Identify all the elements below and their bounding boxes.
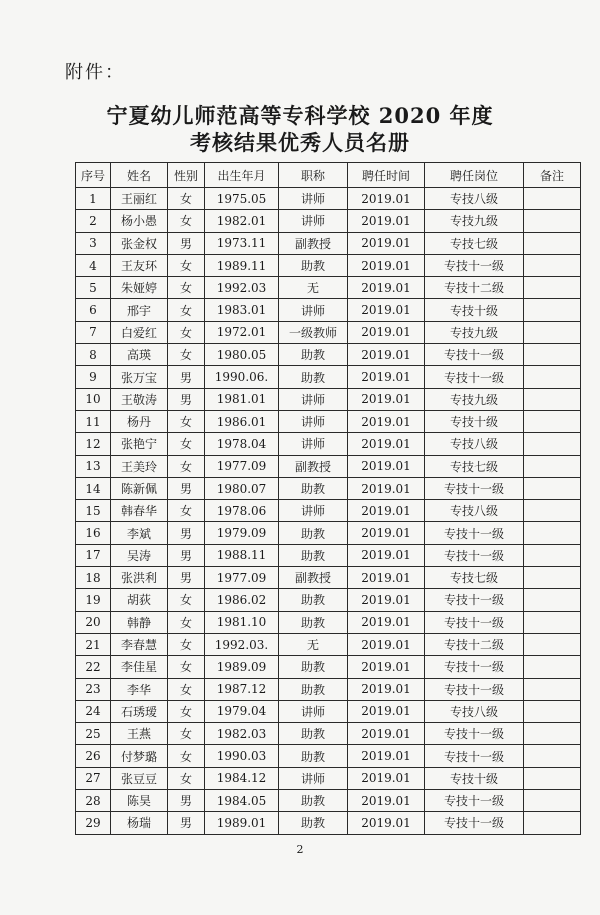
cell-remark	[524, 678, 581, 700]
cell-name: 杨丹	[111, 410, 168, 432]
cell-name: 胡荻	[111, 589, 168, 611]
cell-gender: 男	[168, 366, 205, 388]
column-header-no: 序号	[76, 163, 111, 188]
cell-title: 讲师	[279, 210, 348, 232]
cell-position: 专技十一级	[425, 611, 524, 633]
cell-remark	[524, 254, 581, 276]
cell-remark	[524, 277, 581, 299]
cell-position: 专技八级	[425, 433, 524, 455]
cell-birth: 1983.01	[205, 299, 279, 321]
cell-no: 8	[76, 344, 111, 366]
cell-name: 韩春华	[111, 500, 168, 522]
cell-birth: 1973.11	[205, 232, 279, 254]
cell-name: 吴涛	[111, 544, 168, 566]
cell-hire-date: 2019.01	[348, 544, 425, 566]
cell-birth: 1988.11	[205, 544, 279, 566]
table-row	[76, 500, 581, 522]
cell-no: 23	[76, 678, 111, 700]
table-row	[76, 522, 581, 544]
document-title: 宁夏幼儿师范高等专科学校 2020 年度	[106, 103, 494, 128]
cell-position: 专技十一级	[425, 544, 524, 566]
cell-no: 6	[76, 299, 111, 321]
cell-name: 陈新佩	[111, 477, 168, 499]
cell-hire-date: 2019.01	[348, 500, 425, 522]
cell-no: 1	[76, 188, 111, 210]
cell-name: 王美玲	[111, 455, 168, 477]
cell-title: 一级教师	[279, 321, 348, 343]
cell-no: 5	[76, 277, 111, 299]
cell-hire-date: 2019.01	[348, 366, 425, 388]
cell-title: 助教	[279, 790, 348, 812]
cell-no: 9	[76, 366, 111, 388]
cell-name: 张万宝	[111, 366, 168, 388]
cell-gender: 女	[168, 254, 205, 276]
cell-position: 专技十级	[425, 410, 524, 432]
cell-title: 助教	[279, 477, 348, 499]
cell-no: 19	[76, 589, 111, 611]
cell-gender: 女	[168, 410, 205, 432]
table-row	[76, 210, 581, 232]
table-row	[76, 767, 581, 789]
table-row	[76, 700, 581, 722]
cell-birth: 1990.03	[205, 745, 279, 767]
cell-birth: 1982.01	[205, 210, 279, 232]
cell-title: 助教	[279, 723, 348, 745]
cell-gender: 女	[168, 767, 205, 789]
cell-no: 3	[76, 232, 111, 254]
cell-position: 专技九级	[425, 321, 524, 343]
cell-birth: 1987.12	[205, 678, 279, 700]
column-header-gender: 性别	[168, 163, 205, 188]
cell-position: 专技十二级	[425, 277, 524, 299]
table-row	[76, 812, 581, 834]
cell-no: 27	[76, 767, 111, 789]
cell-remark	[524, 700, 581, 722]
cell-gender: 女	[168, 433, 205, 455]
cell-no: 2	[76, 210, 111, 232]
cell-gender: 男	[168, 388, 205, 410]
cell-name: 邢宇	[111, 299, 168, 321]
cell-title: 副教授	[279, 232, 348, 254]
cell-position: 专技十一级	[425, 678, 524, 700]
cell-position: 专技十级	[425, 767, 524, 789]
cell-position: 专技八级	[425, 700, 524, 722]
table-row	[76, 656, 581, 678]
table-row	[76, 723, 581, 745]
table-row	[76, 611, 581, 633]
table-row	[76, 321, 581, 343]
cell-name: 李华	[111, 678, 168, 700]
cell-no: 26	[76, 745, 111, 767]
table-row	[76, 344, 581, 366]
cell-title: 助教	[279, 344, 348, 366]
cell-name: 白爱红	[111, 321, 168, 343]
cell-birth: 1979.04	[205, 700, 279, 722]
cell-remark	[524, 812, 581, 834]
cell-name: 杨小愚	[111, 210, 168, 232]
cell-remark	[524, 790, 581, 812]
cell-gender: 女	[168, 723, 205, 745]
cell-gender: 女	[168, 299, 205, 321]
cell-remark	[524, 656, 581, 678]
table-row	[76, 589, 581, 611]
cell-hire-date: 2019.01	[348, 522, 425, 544]
cell-birth: 1978.06	[205, 500, 279, 522]
cell-no: 29	[76, 812, 111, 834]
cell-birth: 1975.05	[205, 188, 279, 210]
cell-position: 专技十一级	[425, 656, 524, 678]
cell-gender: 女	[168, 210, 205, 232]
cell-name: 朱娅婷	[111, 277, 168, 299]
cell-hire-date: 2019.01	[348, 277, 425, 299]
cell-no: 24	[76, 700, 111, 722]
cell-birth: 1982.03	[205, 723, 279, 745]
cell-name: 付梦璐	[111, 745, 168, 767]
cell-name: 张艳宁	[111, 433, 168, 455]
cell-birth: 1977.09	[205, 455, 279, 477]
table-row	[76, 232, 581, 254]
cell-remark	[524, 633, 581, 655]
cell-name: 王丽红	[111, 188, 168, 210]
cell-no: 17	[76, 544, 111, 566]
cell-title: 无	[279, 277, 348, 299]
cell-position: 专技十一级	[425, 589, 524, 611]
table-row	[76, 433, 581, 455]
cell-gender: 女	[168, 277, 205, 299]
cell-gender: 女	[168, 745, 205, 767]
cell-title: 助教	[279, 522, 348, 544]
cell-gender: 男	[168, 522, 205, 544]
cell-hire-date: 2019.01	[348, 767, 425, 789]
cell-title: 助教	[279, 678, 348, 700]
table-row	[76, 388, 581, 410]
cell-position: 专技九级	[425, 388, 524, 410]
cell-remark	[524, 544, 581, 566]
cell-gender: 女	[168, 500, 205, 522]
cell-birth: 1989.11	[205, 254, 279, 276]
cell-hire-date: 2019.01	[348, 700, 425, 722]
cell-gender: 女	[168, 321, 205, 343]
cell-hire-date: 2019.01	[348, 321, 425, 343]
cell-name: 李春慧	[111, 633, 168, 655]
cell-gender: 女	[168, 611, 205, 633]
table-row	[76, 477, 581, 499]
cell-title: 助教	[279, 745, 348, 767]
cell-hire-date: 2019.01	[348, 299, 425, 321]
cell-birth: 1992.03.	[205, 633, 279, 655]
column-header-birth: 出生年月	[205, 163, 279, 188]
cell-birth: 1977.09	[205, 567, 279, 589]
table-row	[76, 745, 581, 767]
cell-position: 专技七级	[425, 455, 524, 477]
cell-birth: 1992.03	[205, 277, 279, 299]
cell-no: 13	[76, 455, 111, 477]
cell-position: 专技七级	[425, 232, 524, 254]
cell-gender: 女	[168, 344, 205, 366]
cell-birth: 1979.09	[205, 522, 279, 544]
cell-hire-date: 2019.01	[348, 611, 425, 633]
cell-gender: 男	[168, 232, 205, 254]
cell-remark	[524, 232, 581, 254]
cell-birth: 1981.10	[205, 611, 279, 633]
column-header-name: 姓名	[111, 163, 168, 188]
cell-title: 讲师	[279, 388, 348, 410]
cell-hire-date: 2019.01	[348, 678, 425, 700]
cell-position: 专技十一级	[425, 790, 524, 812]
table-header-row	[76, 163, 581, 188]
cell-name: 石琇瑷	[111, 700, 168, 722]
cell-remark	[524, 745, 581, 767]
cell-name: 张金权	[111, 232, 168, 254]
page-number: 2	[296, 843, 304, 856]
cell-gender: 女	[168, 656, 205, 678]
cell-no: 16	[76, 522, 111, 544]
cell-no: 12	[76, 433, 111, 455]
cell-name: 韩静	[111, 611, 168, 633]
cell-hire-date: 2019.01	[348, 723, 425, 745]
table-row	[76, 188, 581, 210]
table-row	[76, 678, 581, 700]
cell-remark	[524, 321, 581, 343]
cell-remark	[524, 567, 581, 589]
cell-title: 讲师	[279, 700, 348, 722]
cell-gender: 男	[168, 567, 205, 589]
cell-name: 高瑛	[111, 344, 168, 366]
cell-title: 讲师	[279, 188, 348, 210]
cell-birth: 1980.05	[205, 344, 279, 366]
cell-birth: 1981.01	[205, 388, 279, 410]
cell-remark	[524, 611, 581, 633]
cell-no: 21	[76, 633, 111, 655]
table-row	[76, 299, 581, 321]
roster-table	[75, 162, 581, 835]
table-row	[76, 277, 581, 299]
cell-gender: 女	[168, 633, 205, 655]
cell-title: 讲师	[279, 410, 348, 432]
cell-position: 专技十一级	[425, 723, 524, 745]
cell-title: 助教	[279, 611, 348, 633]
cell-hire-date: 2019.01	[348, 344, 425, 366]
cell-title: 副教授	[279, 455, 348, 477]
cell-remark	[524, 477, 581, 499]
cell-title: 讲师	[279, 299, 348, 321]
cell-remark	[524, 767, 581, 789]
cell-no: 25	[76, 723, 111, 745]
cell-hire-date: 2019.01	[348, 790, 425, 812]
table-body	[76, 188, 581, 835]
cell-remark	[524, 522, 581, 544]
cell-position: 专技十一级	[425, 745, 524, 767]
cell-hire-date: 2019.01	[348, 633, 425, 655]
cell-gender: 女	[168, 589, 205, 611]
cell-hire-date: 2019.01	[348, 388, 425, 410]
cell-title: 副教授	[279, 567, 348, 589]
cell-title: 助教	[279, 544, 348, 566]
cell-remark	[524, 723, 581, 745]
cell-position: 专技十二级	[425, 633, 524, 655]
cell-position: 专技十级	[425, 299, 524, 321]
cell-remark	[524, 344, 581, 366]
cell-title: 讲师	[279, 433, 348, 455]
cell-no: 11	[76, 410, 111, 432]
cell-no: 20	[76, 611, 111, 633]
cell-name: 王敬涛	[111, 388, 168, 410]
cell-title: 讲师	[279, 767, 348, 789]
cell-name: 陈昊	[111, 790, 168, 812]
cell-title: 助教	[279, 589, 348, 611]
cell-name: 张豆豆	[111, 767, 168, 789]
cell-gender: 女	[168, 700, 205, 722]
cell-hire-date: 2019.01	[348, 254, 425, 276]
column-header-position: 聘任岗位	[425, 163, 524, 188]
cell-position: 专技十一级	[425, 254, 524, 276]
cell-gender: 男	[168, 790, 205, 812]
cell-hire-date: 2019.01	[348, 812, 425, 834]
table-row	[76, 254, 581, 276]
cell-position: 专技十一级	[425, 366, 524, 388]
cell-no: 22	[76, 656, 111, 678]
cell-name: 李佳星	[111, 656, 168, 678]
cell-birth: 1989.09	[205, 656, 279, 678]
cell-gender: 女	[168, 188, 205, 210]
column-header-title: 职称	[279, 163, 348, 188]
cell-name: 王燕	[111, 723, 168, 745]
cell-name: 杨瑞	[111, 812, 168, 834]
cell-gender: 男	[168, 544, 205, 566]
cell-remark	[524, 433, 581, 455]
cell-remark	[524, 299, 581, 321]
table-row	[76, 544, 581, 566]
cell-remark	[524, 388, 581, 410]
cell-hire-date: 2019.01	[348, 210, 425, 232]
cell-position: 专技八级	[425, 188, 524, 210]
cell-position: 专技九级	[425, 210, 524, 232]
cell-remark	[524, 188, 581, 210]
cell-no: 15	[76, 500, 111, 522]
cell-position: 专技十一级	[425, 522, 524, 544]
cell-gender: 男	[168, 477, 205, 499]
cell-title: 讲师	[279, 500, 348, 522]
cell-remark	[524, 455, 581, 477]
cell-remark	[524, 500, 581, 522]
cell-gender: 女	[168, 678, 205, 700]
cell-hire-date: 2019.01	[348, 477, 425, 499]
table-row	[76, 633, 581, 655]
cell-title: 助教	[279, 656, 348, 678]
column-header-hire-date: 聘任时间	[348, 163, 425, 188]
column-header-remark: 备注	[524, 163, 581, 188]
cell-remark	[524, 410, 581, 432]
cell-remark	[524, 210, 581, 232]
cell-birth: 1984.05	[205, 790, 279, 812]
cell-position: 专技十一级	[425, 477, 524, 499]
cell-title: 助教	[279, 254, 348, 276]
cell-birth: 1984.12	[205, 767, 279, 789]
attachment-label: 附件：	[65, 62, 125, 83]
cell-gender: 女	[168, 455, 205, 477]
cell-no: 4	[76, 254, 111, 276]
cell-hire-date: 2019.01	[348, 455, 425, 477]
cell-hire-date: 2019.01	[348, 410, 425, 432]
cell-name: 李斌	[111, 522, 168, 544]
cell-position: 专技七级	[425, 567, 524, 589]
cell-remark	[524, 366, 581, 388]
cell-title: 无	[279, 633, 348, 655]
cell-no: 18	[76, 567, 111, 589]
cell-no: 7	[76, 321, 111, 343]
cell-hire-date: 2019.01	[348, 656, 425, 678]
cell-hire-date: 2019.01	[348, 232, 425, 254]
cell-hire-date: 2019.01	[348, 589, 425, 611]
table-row	[76, 790, 581, 812]
cell-birth: 1989.01	[205, 812, 279, 834]
cell-name: 王友环	[111, 254, 168, 276]
cell-title: 助教	[279, 812, 348, 834]
cell-name: 张洪利	[111, 567, 168, 589]
cell-position: 专技十一级	[425, 812, 524, 834]
cell-hire-date: 2019.01	[348, 567, 425, 589]
cell-no: 10	[76, 388, 111, 410]
table-row	[76, 455, 581, 477]
cell-birth: 1986.02	[205, 589, 279, 611]
table-row	[76, 366, 581, 388]
cell-no: 28	[76, 790, 111, 812]
cell-birth: 1980.07	[205, 477, 279, 499]
document-subtitle: 考核结果优秀人员名册	[190, 130, 410, 155]
cell-birth: 1986.01	[205, 410, 279, 432]
cell-gender: 男	[168, 812, 205, 834]
cell-remark	[524, 589, 581, 611]
table-row	[76, 410, 581, 432]
cell-position: 专技十一级	[425, 344, 524, 366]
cell-birth: 1990.06.	[205, 366, 279, 388]
cell-position: 专技八级	[425, 500, 524, 522]
cell-birth: 1978.04	[205, 433, 279, 455]
table-row	[76, 567, 581, 589]
cell-hire-date: 2019.01	[348, 745, 425, 767]
cell-no: 14	[76, 477, 111, 499]
cell-hire-date: 2019.01	[348, 188, 425, 210]
cell-hire-date: 2019.01	[348, 433, 425, 455]
cell-title: 助教	[279, 366, 348, 388]
cell-birth: 1972.01	[205, 321, 279, 343]
